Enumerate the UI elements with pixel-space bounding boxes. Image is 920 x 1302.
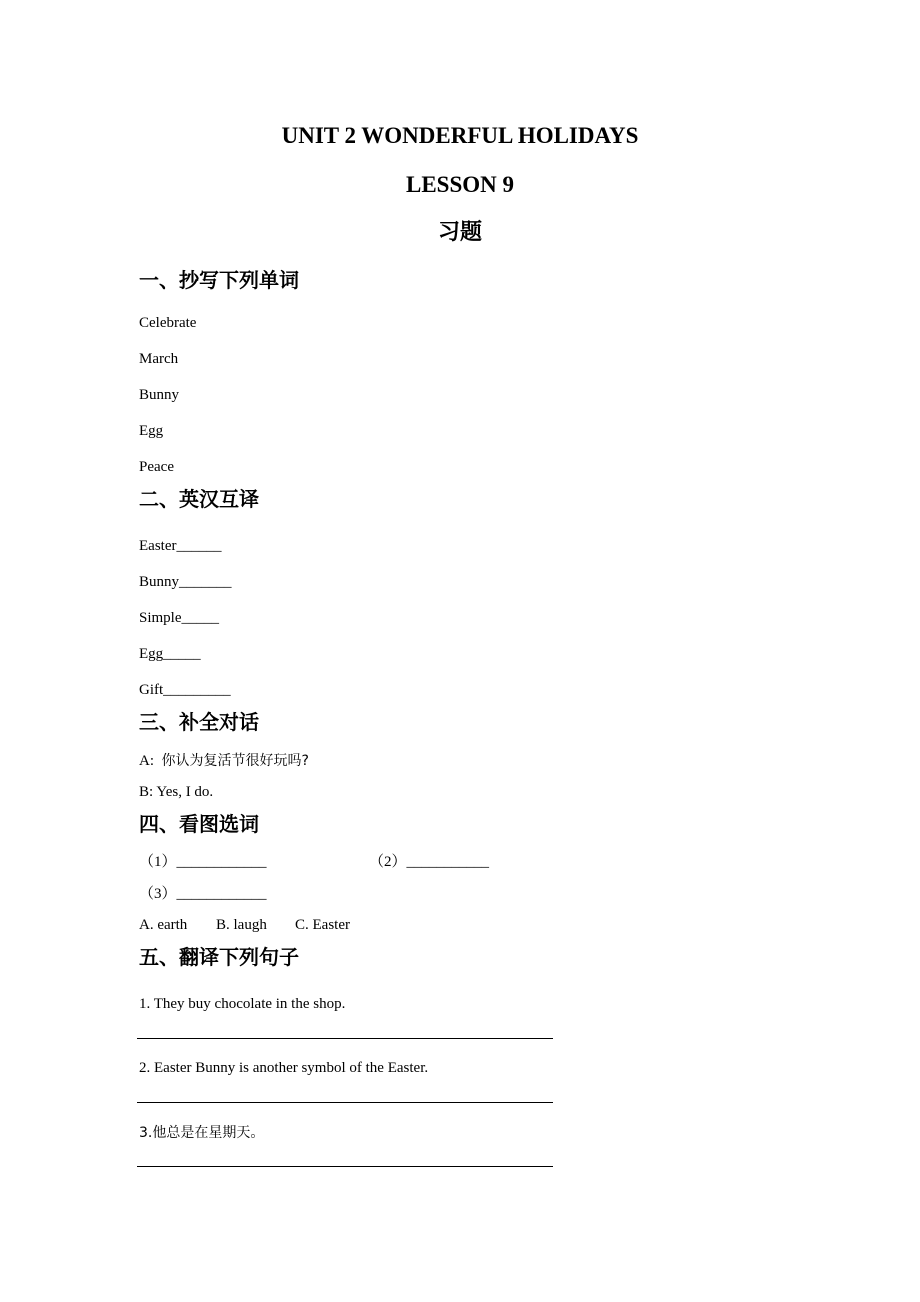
translate-item-5: Gift_________ (139, 682, 231, 698)
copy-word-4: Egg (139, 423, 164, 439)
section-1-heading: 一、抄写下列单词 (139, 268, 299, 292)
picture-blank-1: （1）____________ (139, 854, 267, 870)
picture-blank-2: （2）___________ (369, 854, 490, 870)
answer-line-3 (137, 1166, 553, 1167)
section-3-heading: 三、补全对话 (139, 710, 259, 734)
word-option-c: C. Easter (295, 917, 350, 933)
exercise-title: 习题 (437, 220, 482, 245)
answer-line-1 (137, 1038, 553, 1039)
copy-word-1: Celebrate (139, 315, 197, 331)
sentence-1: 1. They buy chocolate in the shop. (139, 996, 346, 1012)
dialogue-text-a: 你认为复活节很好玩吗? (161, 753, 309, 769)
copy-word-5: Peace (139, 459, 174, 475)
word-option-a: A. earth (139, 917, 188, 933)
sentence-3: 3.他总是在星期天。 (139, 1125, 265, 1141)
copy-word-2: March (139, 351, 179, 367)
dialogue-line-a (139, 751, 309, 771)
section-2-heading: 二、英汉互译 (139, 487, 259, 511)
sentence-2: 2. Easter Bunny is another symbol of the Easter. (139, 1060, 429, 1076)
translate-item-4: Egg_____ (139, 646, 201, 662)
translate-item-1: Easter______ (139, 538, 222, 554)
lesson-title: LESSON 9 (405, 172, 514, 197)
copy-word-3: Bunny (139, 387, 180, 403)
section-4-heading: 四、看图选词 (139, 812, 259, 836)
dialogue-line-b: B: Yes, I do. (139, 784, 214, 800)
translate-item-2: Bunny_______ (139, 574, 232, 590)
answer-line-2 (137, 1102, 553, 1103)
word-option-b: B. laugh (216, 917, 267, 933)
unit-title: UNIT 2 WONDERFUL HOLIDAYS (281, 123, 639, 148)
dialogue-speaker-a: A: (139, 753, 154, 769)
picture-blank-3: （3）____________ (139, 886, 267, 902)
section-5-heading: 五、翻译下列句子 (139, 945, 299, 969)
translate-item-3: Simple_____ (139, 610, 220, 626)
